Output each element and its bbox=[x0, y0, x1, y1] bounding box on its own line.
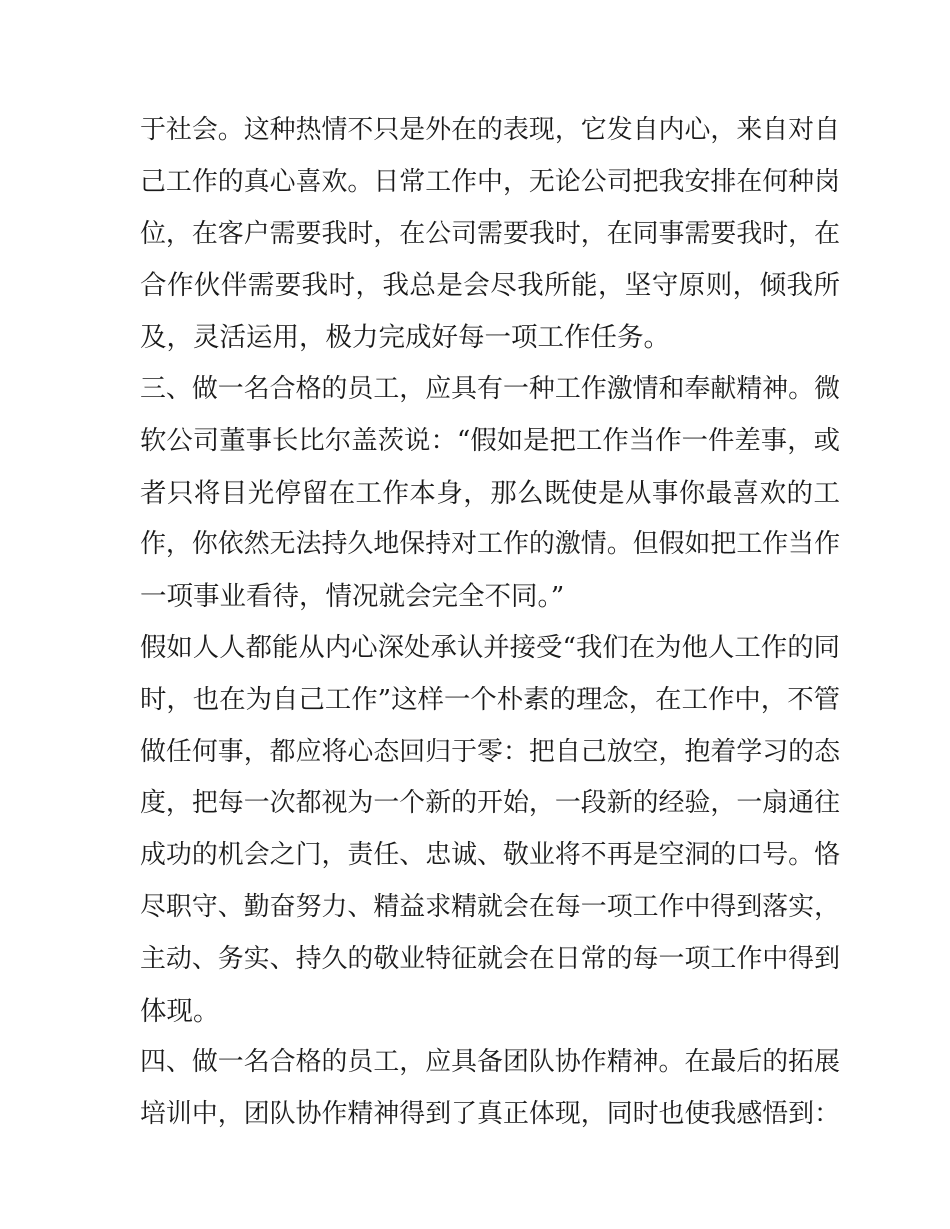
text-line: 时，也在为自己工作”这样一个朴素的理念，在工作中，不管 bbox=[140, 684, 840, 715]
text-line: 尽职守、勤奋努力、精益求精就会在每一项工作中得到落实， bbox=[140, 891, 840, 922]
text-line: 软公司董事长比尔盖茨说：“假如是把工作当作一件差事，或 bbox=[140, 425, 840, 456]
text-line: 己工作的真心喜欢。日常工作中，无论公司把我安排在何种岗 bbox=[140, 166, 840, 197]
text-line: 三、做一名合格的员工，应具有一种工作激情和奉献精神。微 bbox=[140, 373, 840, 404]
text-line: 作，你依然无法持久地保持对工作的激情。但假如把工作当作 bbox=[140, 529, 840, 560]
text-line: 度，把每一次都视为一个新的开始，一段新的经验，一扇通往 bbox=[140, 788, 840, 819]
text-line: 体现。 bbox=[140, 995, 220, 1027]
text-line: 成功的机会之门，责任、忠诚、敬业将不再是空洞的口号。恪 bbox=[140, 840, 840, 871]
text-line: 合作伙伴需要我时，我总是会尽我所能，坚守原则，倾我所 bbox=[140, 270, 840, 302]
text-line: 一项事业看待，情况就会完全不同。” bbox=[140, 581, 565, 613]
text-line: 于社会。这种热情不只是外在的表现，它发自内心，来自对自 bbox=[140, 115, 840, 145]
paragraph bbox=[140, 105, 840, 364]
text-line: 培训中，团队协作精神得到了真正体现，同时也使我感悟到： bbox=[140, 1099, 840, 1130]
text-line: 做任何事，都应将心态回归于零：把自己放空，抱着学习的态 bbox=[140, 736, 840, 767]
text-line: 位，在客户需要我时，在公司需要我时，在同事需要我时，在 bbox=[140, 218, 840, 249]
paragraph bbox=[140, 1037, 840, 1141]
body-text bbox=[140, 105, 840, 1141]
text-line: 四、做一名合格的员工，应具备团队协作精神。在最后的拓展 bbox=[140, 1047, 840, 1078]
text-line: 假如人人都能从内心深处承认并接受“我们在为他人工作的同 bbox=[140, 632, 840, 663]
text-line: 者只将目光停留在工作本身，那么既使是从事你最喜欢的工 bbox=[140, 477, 840, 509]
paragraph bbox=[140, 623, 840, 1037]
paragraph bbox=[140, 364, 840, 623]
text-line: 主动、务实、持久的敬业特征就会在日常的每一项工作中得到 bbox=[140, 943, 840, 974]
text-line: 及，灵活运用，极力完成好每一项工作任务。 bbox=[140, 322, 670, 354]
